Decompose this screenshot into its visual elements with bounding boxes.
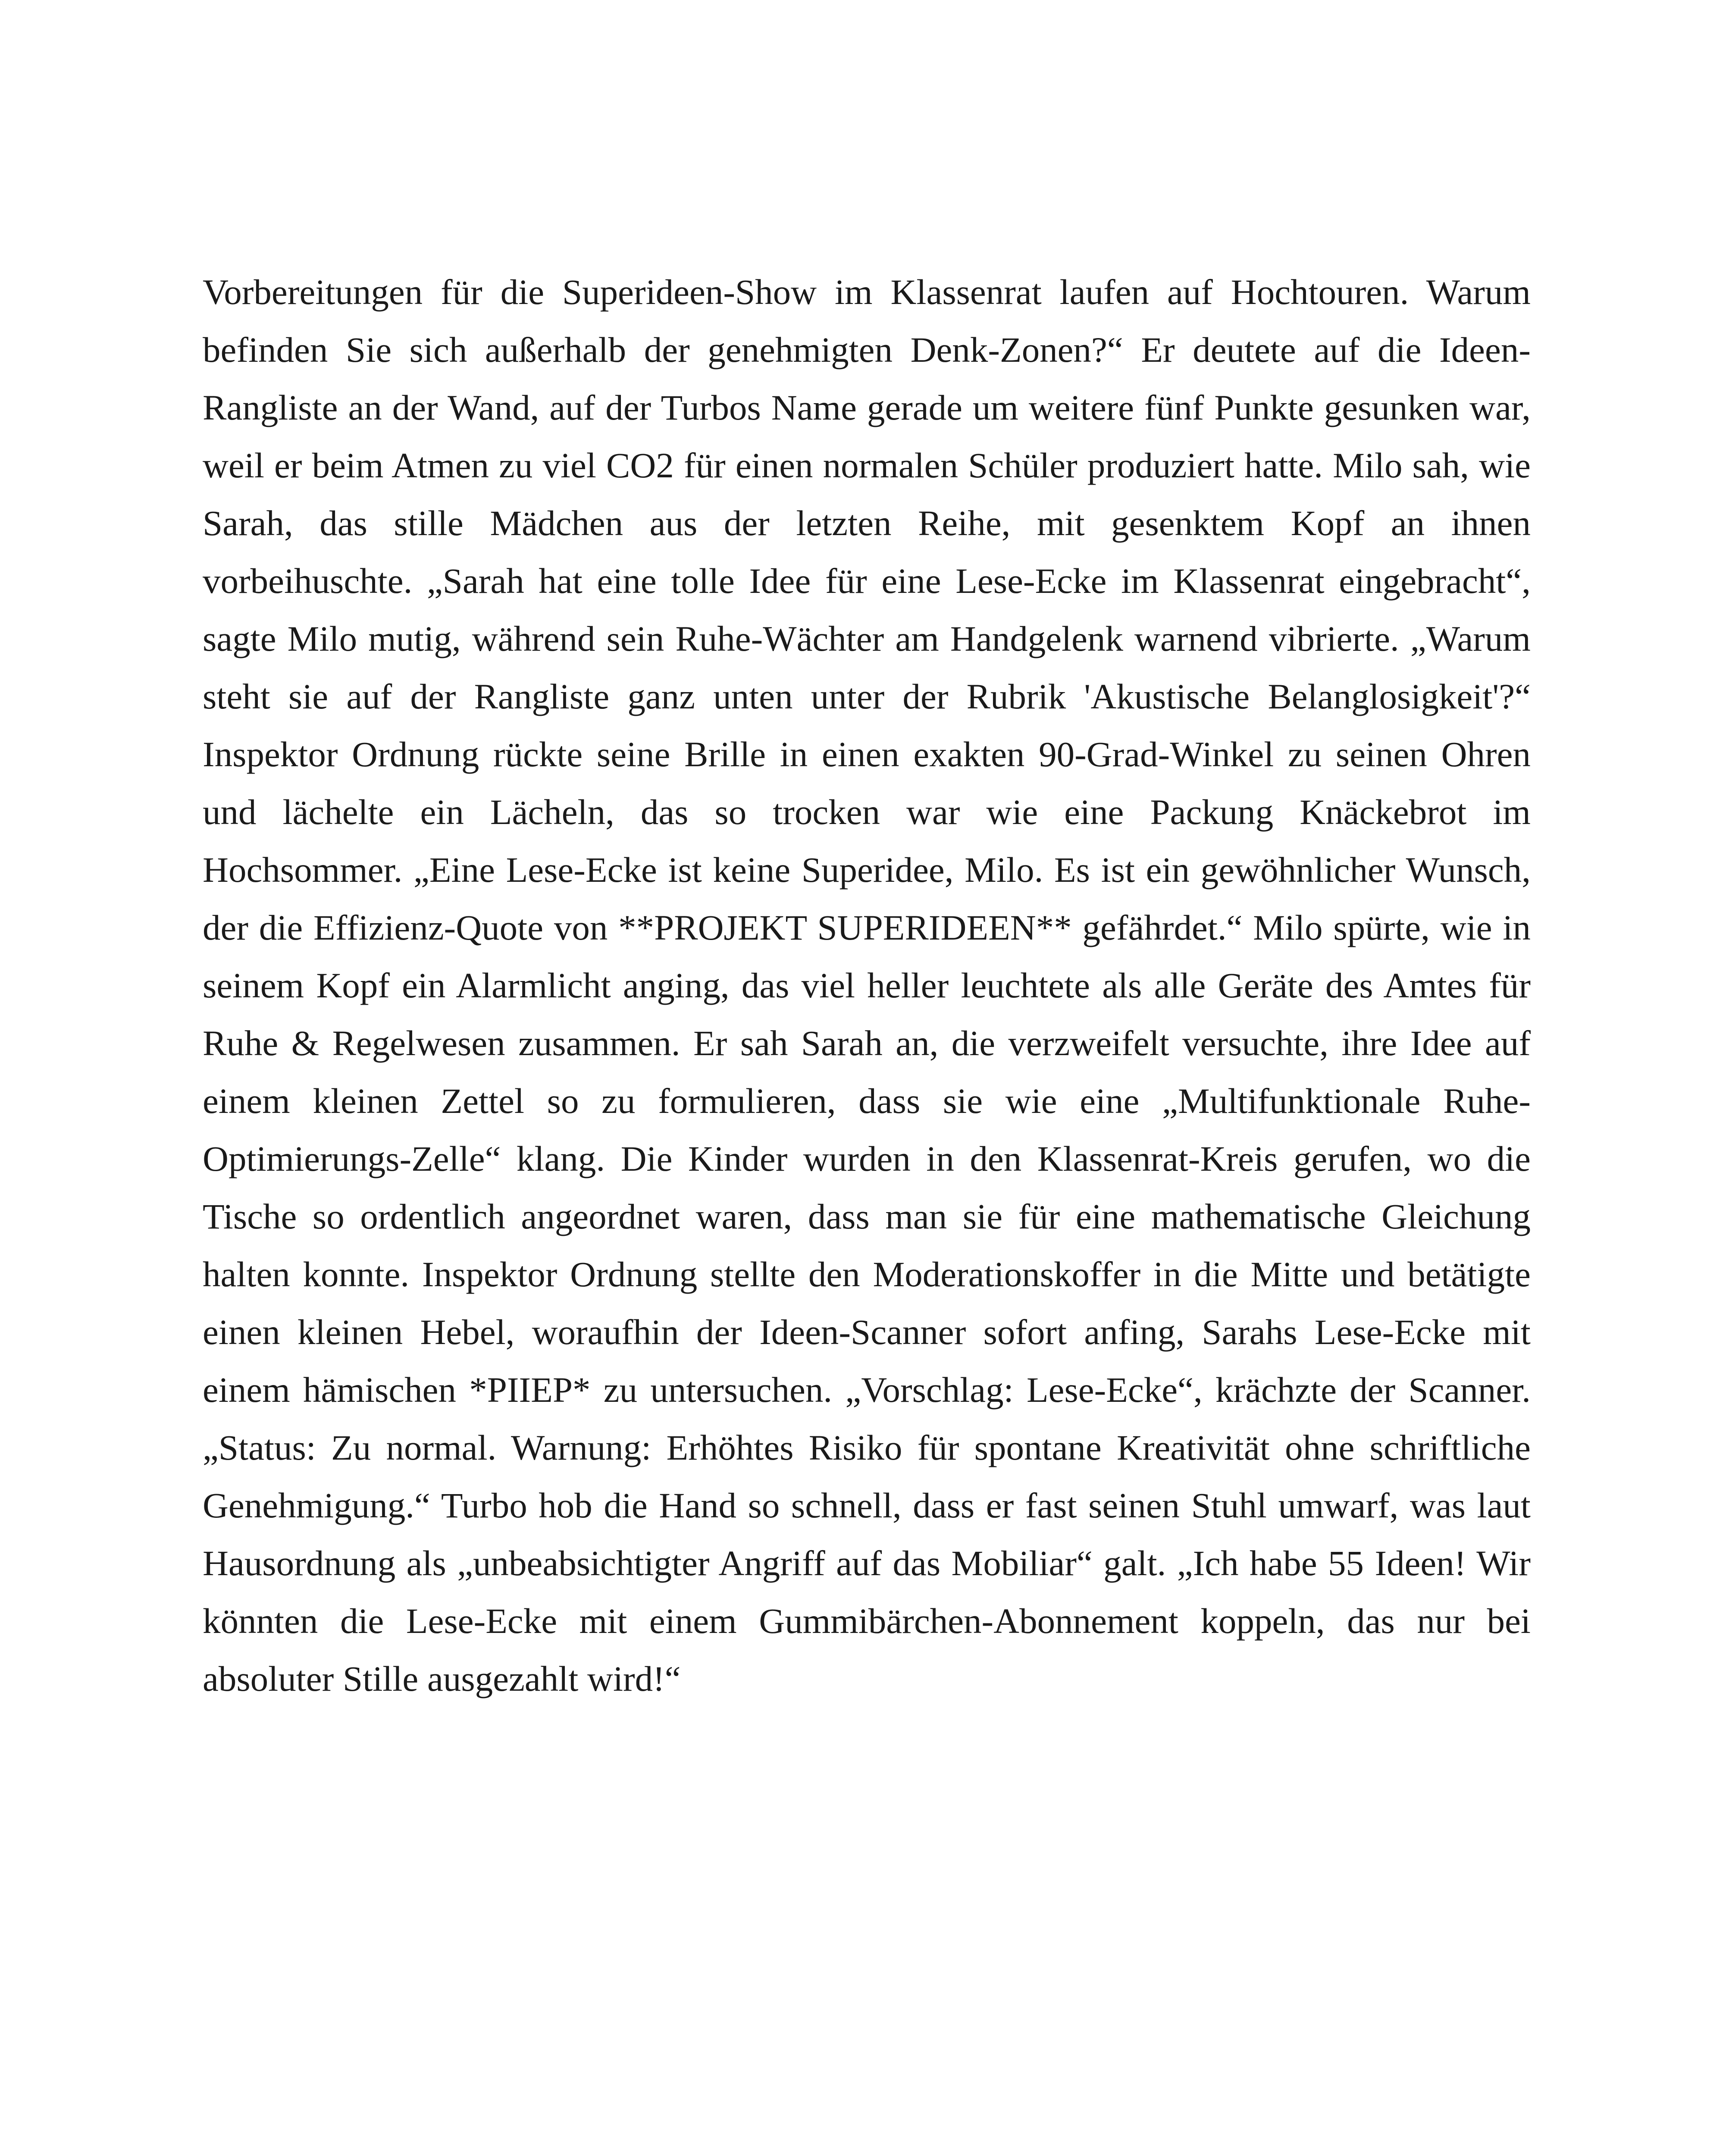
body-paragraph: Vorbereitungen für die Superideen-Show im Klassenrat laufen auf Hochtouren. Warum befinden Sie sich außerhalb der genehmigten Denk-Zonen?“ Er deutete auf die Ideen-Rangliste an der Wand, auf der Turbos Name gerade um weitere fünf Punkte gesunken war, weil er beim Atmen zu viel CO2 für einen normalen Schüler produziert hatte. Milo sah, wie Sarah, das stille Mädchen aus der letzten Reihe, mit gesenktem Kopf an ihnen vorbeihuschte. „Sarah hat eine tolle Idee für eine Lese-Ecke im Klassenrat eingebracht“, sagte Milo mutig, während sein Ruhe-Wächter am Handgelenk warnend vibrierte. „Warum steht sie auf der Rangliste ganz unten unter der Rubrik 'Akustische Belanglosigkeit'?“ Inspektor Ordnung rückte seine Brille in einen exakten 90-Grad-Winkel zu seinen Ohren und lächelte ein Lächeln, das so trocken war wie eine Packung Knäckebrot im Hochsommer. „Eine Lese-Ecke ist keine Superidee, Milo. Es ist ein gewöhnlicher Wunsch, der die Effizienz-Quote von **PROJEKT SUPERIDEEN** gefährdet.“ Milo spürte, wie in seinem Kopf ein Alarmlicht anging, das viel heller leuchtete als alle Geräte des Amtes für Ruhe & Regelwesen zusammen. Er sah Sarah an, die verzweifelt versuchte, ihre Idee auf einem kleinen Zettel so zu formulieren, dass sie wie eine „Multifunktionale Ruhe-Optimierungs-Zelle“ klang. Die Kinder wurden in den Klassenrat-Kreis gerufen, wo die Tische so ordentlich angeordnet waren, dass man sie für eine mathematische Gleichung halten konnte. Inspektor Ordnung stellte den Moderationskoffer in die Mitte und betätigte einen kleinen Hebel, woraufhin der Ideen-Scanner sofort anfing, Sarahs Lese-Ecke mit einem hämischen *PIIEP* zu untersuchen. „Vorschlag: Lese-Ecke“, krächzte der Scanner. „Status: Zu normal. Warnung: Erhöhtes Risiko für spontane Kreativität ohne schriftliche Genehmigung.“ Turbo hob die Hand so schnell, dass er fast seinen Stuhl umwarf, was laut Hausordnung als „unbeabsichtigter Angriff auf das Mobiliar“ galt. „Ich habe 55 Ideen! Wir könnten die Lese-Ecke mit einem Gummibärchen-Abonnement koppeln, das nur bei absoluter Stille ausgezahlt wird!“	[203, 272, 1531, 1698]
